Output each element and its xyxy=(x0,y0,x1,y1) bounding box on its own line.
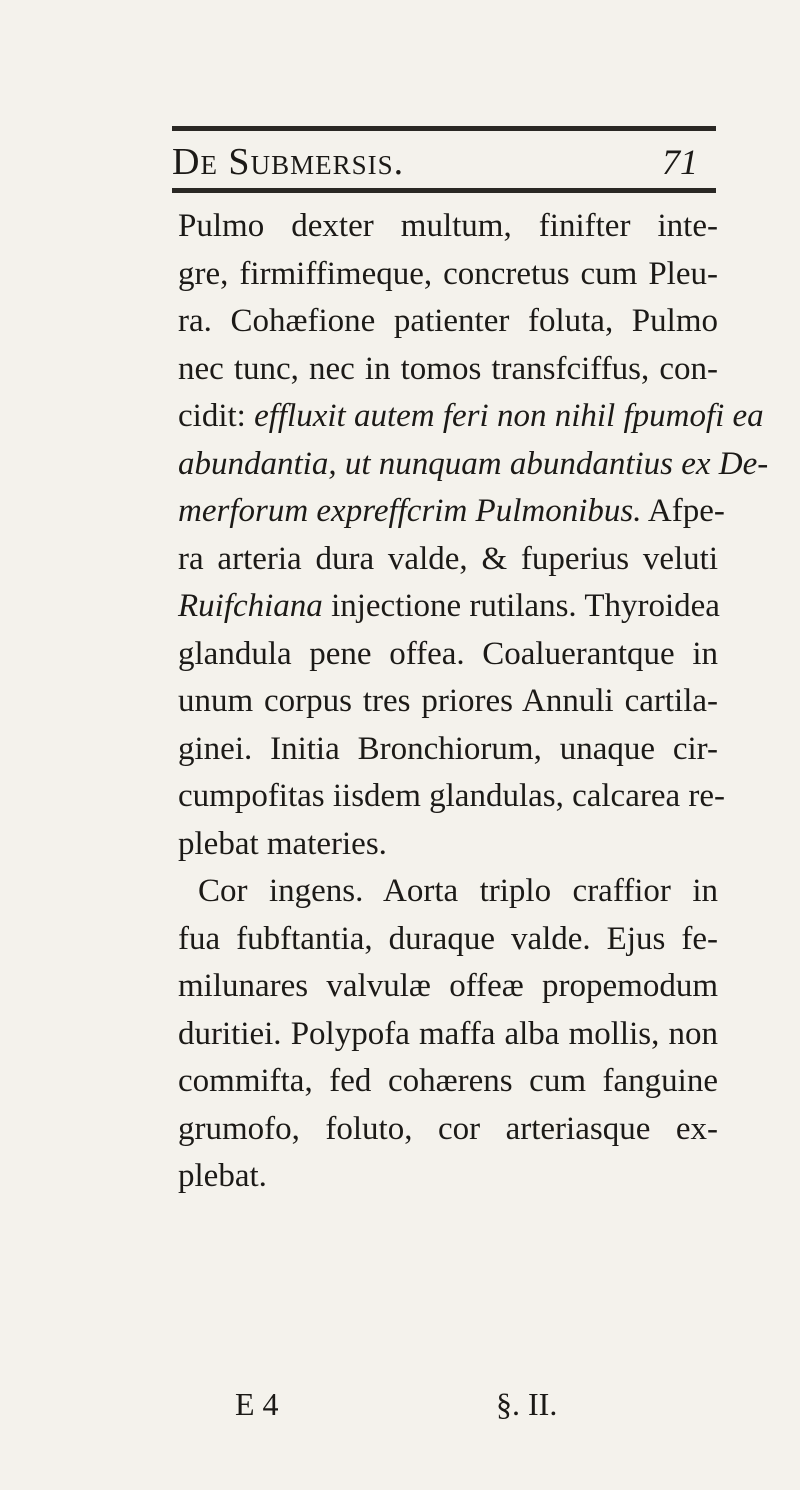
header-rule-bottom xyxy=(172,188,716,193)
text-line-7 xyxy=(178,488,725,536)
text-line-7-roman: Afpe- xyxy=(641,493,725,529)
running-head-title: De Submersis. xyxy=(172,141,405,183)
text-line-20: grumofo, foluto, cor arteriasque ex- xyxy=(178,1110,718,1147)
text-line-9-italic: Ruifchiana xyxy=(178,588,323,624)
text-line-1: Pulmo dexter multum, finifter inte- xyxy=(178,208,718,244)
text-line-17: milunares valvulæ offeæ propemodum xyxy=(178,968,718,1004)
text-line-12: ginei. Initia Bronchiorum, unaque cir- xyxy=(178,730,718,767)
text-line-13: cumpofitas iisdem glandulas, calcarea re- xyxy=(178,778,726,814)
text-line-19: commifta, fed cohærens cum fanguine xyxy=(178,1063,718,1099)
catchword-section: §. II. xyxy=(496,1386,558,1422)
text-line-4: nec tunc, nec in tomos transfciffus, con- xyxy=(178,350,718,387)
text-line-6: abundantia, ut nunquam abundantius ex De- xyxy=(178,445,769,482)
text-line-5-italic: effluxit autem feri non nihil fpumofi ea xyxy=(254,398,764,434)
text-line-15: Cor ingens. Aorta triplo craffior in xyxy=(198,873,718,909)
text-line-2: gre, firmiffimeque, concretus cum Pleu- xyxy=(178,255,718,292)
text-line-18: duritiei. Polypofa maffa alba mollis, non xyxy=(178,1015,718,1052)
text-line-3: ra. Cohæfione patienter foluta, Pulmo xyxy=(178,303,718,339)
text-line-10: glandula pene offea. Coaluerantque in xyxy=(178,635,718,672)
signature-mark: E 4 xyxy=(235,1386,279,1422)
text-line-7-italic: merforum expreffcrim Pulmonibus. xyxy=(178,493,642,529)
text-line-5 xyxy=(178,393,764,441)
header-rule-top xyxy=(172,126,716,131)
page-number: 71 xyxy=(662,142,698,182)
text-line-11: unum corpus tres priores Annuli cartila- xyxy=(178,683,718,719)
text-line-9-roman: injectione rutilans. Thyroidea xyxy=(322,588,720,624)
text-line-21: plebat. xyxy=(178,1158,267,1194)
body-text xyxy=(178,203,769,1201)
text-line-14: plebat materies. xyxy=(178,825,387,862)
text-line-16: fua fubftantia, duraque valde. Ejus fe- xyxy=(178,920,718,957)
text-line-9 xyxy=(178,583,718,631)
text-line-8: ra arteria dura valde, & fuperius veluti xyxy=(178,540,718,577)
text-line-5-roman: cidit: xyxy=(178,398,255,434)
